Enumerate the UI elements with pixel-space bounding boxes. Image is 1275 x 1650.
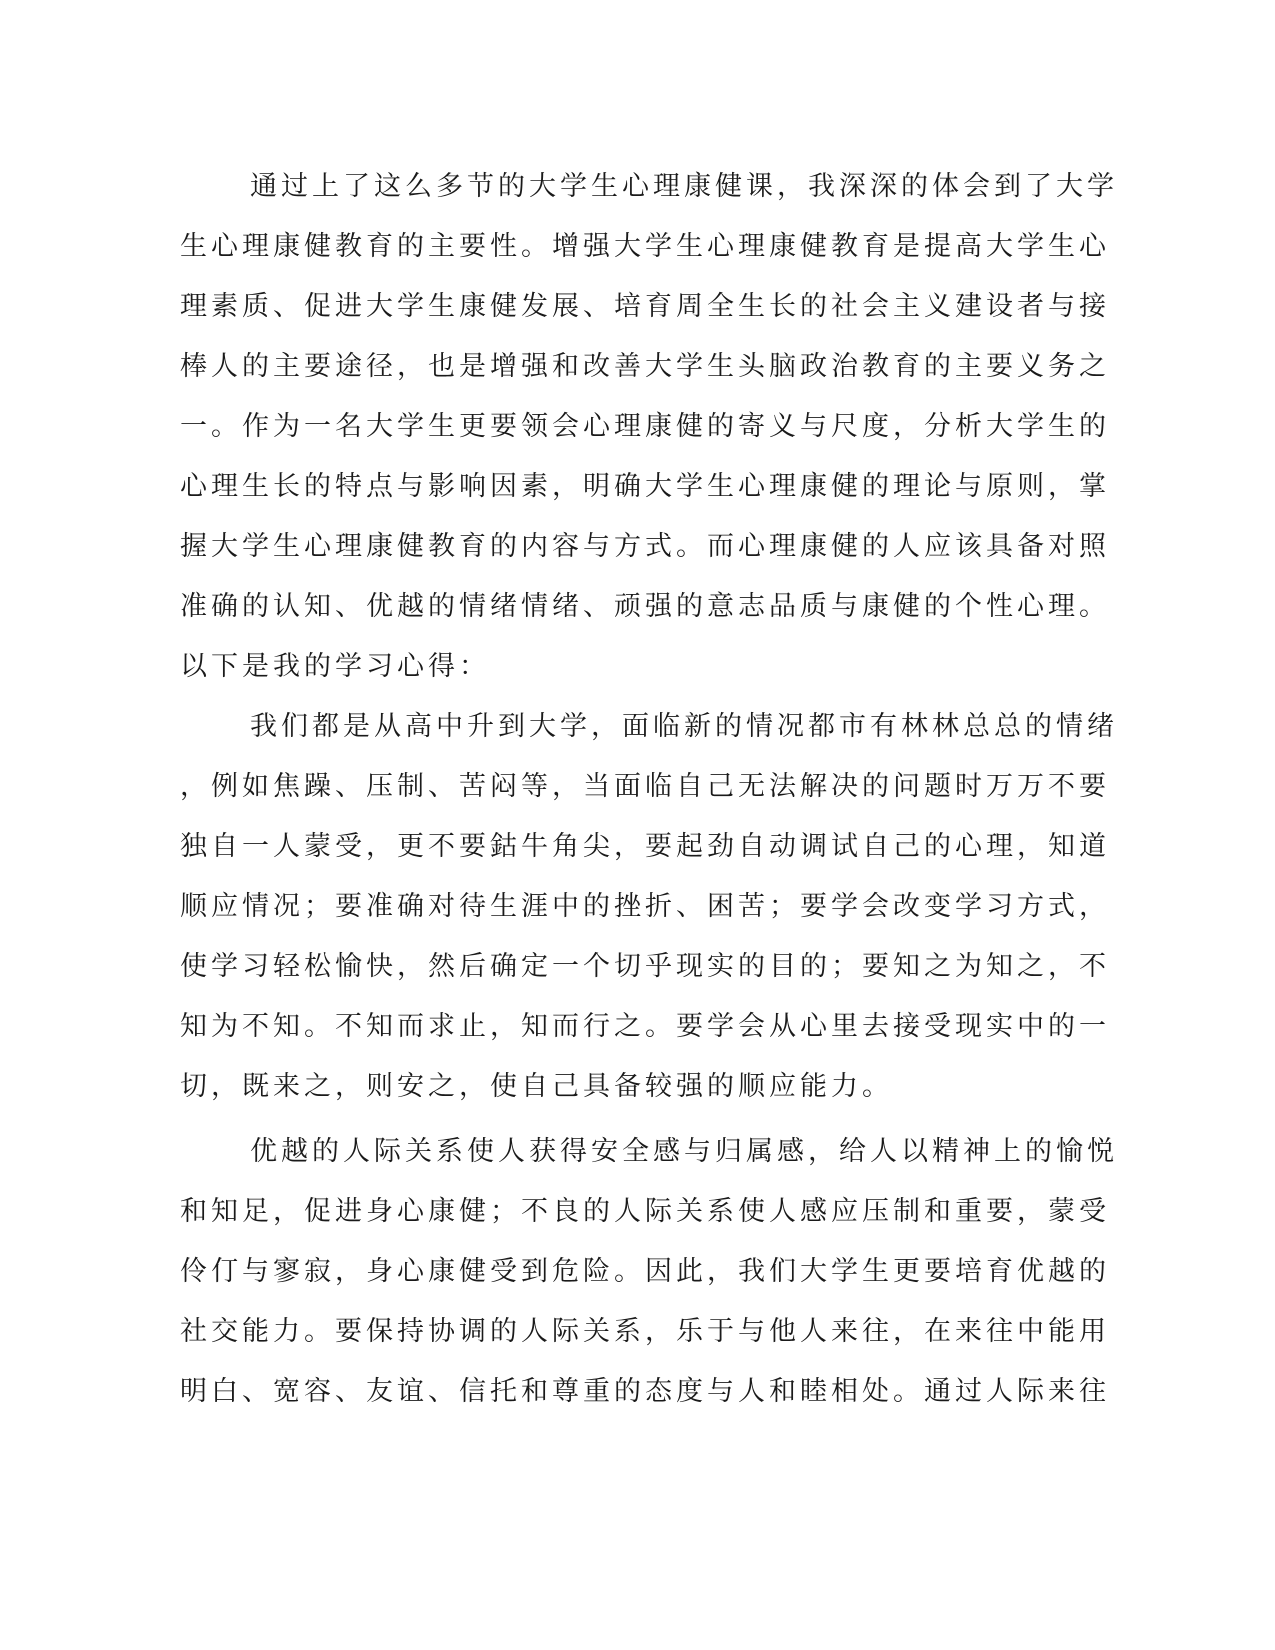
text-line: 以下是我的学习心得：	[180, 651, 490, 682]
text-line: 棒人的主要途径，也是增强和改善大学生头脑政治教育的主要义务之	[180, 351, 1110, 382]
text-line: 社交能力。要保持协调的人际关系，乐于与他人来往，在来往中能用	[180, 1316, 1110, 1347]
text-line: 使学习轻松愉快，然后确定一个切乎现实的目的；要知之为知之，不	[180, 951, 1110, 982]
text-line: 一。作为一名大学生更要领会心理康健的寄义与尺度，分析大学生的	[180, 411, 1110, 442]
text-line: ，例如焦躁、压制、苦闷等，当面临自己无法解决的问题时万万不要	[180, 771, 1110, 802]
text-line: 生心理康健教育的主要性。增强大学生心理康健教育是提高大学生心	[180, 231, 1110, 262]
text-line: 理素质、促进大学生康健发展、培育周全生长的社会主义建设者与接	[180, 291, 1110, 322]
document-body	[180, 157, 1118, 1422]
paragraph-2	[180, 697, 1118, 1117]
text-line: 准确的认知、优越的情绪情绪、顽强的意志品质与康健的个性心理。	[180, 591, 1110, 622]
text-line: 握大学生心理康健教育的内容与方式。而心理康健的人应该具备对照	[180, 531, 1110, 562]
text-line: 切，既来之，则安之，使自己具备较强的顺应能力。	[180, 1071, 893, 1102]
text-line: 伶仃与寥寂，身心康健受到危险。因此，我们大学生更要培育优越的	[180, 1256, 1110, 1287]
text-line: 我们都是从高中升到大学，面临新的情况都市有林林总总的情绪	[250, 711, 1118, 742]
text-line: 知为不知。不知而求止，知而行之。要学会从心里去接受现实中的一	[180, 1011, 1110, 1042]
text-line: 通过上了这么多节的大学生心理康健课，我深深的体会到了大学	[250, 171, 1118, 202]
text-line: 明白、宽容、友谊、信托和尊重的态度与人和睦相处。通过人际来往	[180, 1376, 1110, 1407]
text-line: 和知足，促进身心康健；不良的人际关系使人感应压制和重要，蒙受	[180, 1196, 1110, 1227]
text-line: 顺应情况；要准确对待生涯中的挫折、困苦；要学会改变学习方式，	[180, 891, 1110, 922]
paragraph-1	[180, 157, 1118, 697]
text-line: 独自一人蒙受，更不要鈷牛角尖，要起劲自动调试自己的心理，知道	[180, 831, 1110, 862]
text-line: 优越的人际关系使人获得安全感与归属感，给人以精神上的愉悦	[250, 1136, 1118, 1167]
text-line: 心理生长的特点与影响因素，明确大学生心理康健的理论与原则，掌	[180, 471, 1110, 502]
paragraph-3	[180, 1122, 1118, 1422]
